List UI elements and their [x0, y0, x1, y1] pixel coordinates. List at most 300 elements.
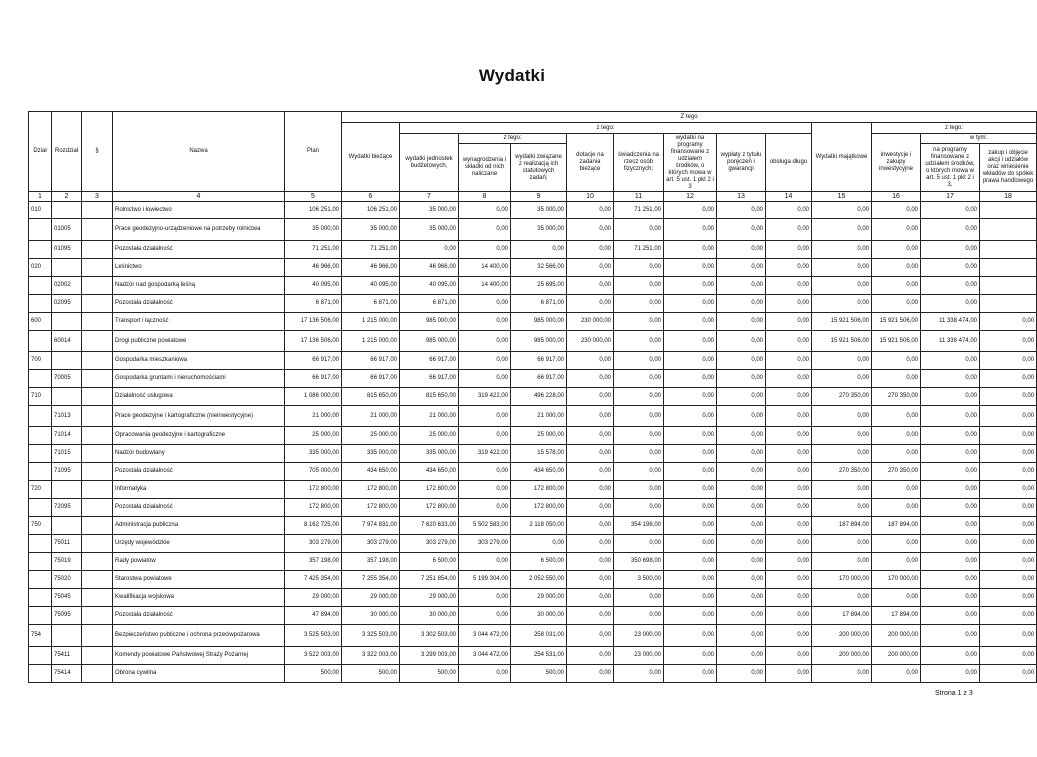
paragraf-cell: [82, 665, 113, 683]
table-row: [29, 647, 1037, 665]
value-cell: 0,00: [664, 535, 717, 553]
value-cell: 3 044 472,00: [459, 647, 511, 665]
value-cell: 0,00: [664, 517, 717, 535]
value-cell: 0,00: [664, 463, 717, 481]
value-cell: 0,00: [717, 607, 766, 625]
value-cell: 0,00: [980, 406, 1037, 427]
value-cell: 0,00: [766, 277, 812, 295]
dzial-cell: 754: [29, 625, 52, 647]
value-cell: 0,00: [567, 202, 614, 219]
paragraf-cell: [82, 517, 113, 535]
value-cell: 2 052 550,00: [511, 571, 567, 589]
value-cell: 6 871,00: [342, 295, 400, 313]
value-cell: 3 302 503,00: [400, 625, 459, 647]
header-programy: wydatki na programy finansowane z udziałem środków, o których mowa w art. 5 ust. 1 pkt 2 i 3: [664, 134, 717, 192]
column-number: 15: [812, 192, 872, 202]
value-cell: 0,00: [980, 607, 1037, 625]
value-cell: 15 921 506,00: [812, 313, 872, 331]
dzial-cell: [29, 589, 52, 607]
value-cell: 303 279,00: [285, 535, 342, 553]
value-cell: 0,00: [567, 445, 614, 463]
value-cell: 6 871,00: [285, 295, 342, 313]
value-cell: 15 921 506,00: [872, 331, 921, 352]
value-cell: 0,00: [766, 517, 812, 535]
name-cell: Informatyka: [113, 481, 285, 499]
value-cell: 0,00: [766, 295, 812, 313]
table-row: [29, 445, 1037, 463]
value-cell: 17 894,00: [872, 607, 921, 625]
value-cell: 0,00: [980, 571, 1037, 589]
value-cell: 0,00: [921, 445, 980, 463]
value-cell: 0,00: [567, 277, 614, 295]
value-cell: 0,00: [812, 241, 872, 259]
table-row: [29, 553, 1037, 571]
table-row: [29, 241, 1037, 259]
rozdzial-cell: 01095: [52, 241, 82, 259]
value-cell: 0,00: [980, 665, 1037, 683]
paragraf-cell: [82, 331, 113, 352]
table-header: [29, 112, 1037, 202]
value-cell: 0,00: [812, 352, 872, 370]
table-row: [29, 571, 1037, 589]
value-cell: 0,00: [980, 463, 1037, 481]
value-cell: 0,00: [567, 499, 614, 517]
value-cell: 0,00: [717, 406, 766, 427]
dzial-cell: 720: [29, 481, 52, 499]
value-cell: 0,00: [664, 607, 717, 625]
rozdzial-cell: 71013: [52, 406, 82, 427]
column-number: 11: [614, 192, 664, 202]
paragraf-cell: [82, 388, 113, 406]
value-cell: 172 800,00: [511, 481, 567, 499]
page-footer: Strona 1 z 3: [935, 690, 973, 697]
table-row: [29, 463, 1037, 481]
value-cell: 3 500,00: [614, 571, 664, 589]
value-cell: 0,00: [664, 499, 717, 517]
value-cell: 0,00: [459, 313, 511, 331]
value-cell: 0,00: [511, 241, 567, 259]
value-cell: 0,00: [921, 427, 980, 445]
table-row: [29, 370, 1037, 388]
paragraf-cell: [82, 607, 113, 625]
value-cell: 30 000,00: [511, 607, 567, 625]
value-cell: 0,00: [717, 352, 766, 370]
value-cell: 0,00: [921, 607, 980, 625]
value-cell: 0,00: [664, 647, 717, 665]
value-cell: 15 921 506,00: [812, 331, 872, 352]
name-cell: Komendy powiatowe Państwowej Straży Pożarnej: [113, 647, 285, 665]
value-cell: 29 000,00: [511, 589, 567, 607]
paragraf-cell: [82, 647, 113, 665]
value-cell: 0,00: [921, 202, 980, 219]
value-cell: 40 095,00: [400, 277, 459, 295]
dzial-cell: [29, 370, 52, 388]
value-cell: 0,00: [766, 331, 812, 352]
column-number: 3: [82, 192, 113, 202]
table-row: [29, 277, 1037, 295]
value-cell: 3 044 472,00: [459, 625, 511, 647]
name-cell: Prace geodezyjno-urządzeniowe na potrzeby rolnictwa: [113, 219, 285, 241]
column-number: 16: [872, 192, 921, 202]
rozdzial-cell: 01005: [52, 219, 82, 241]
value-cell: 230 000,00: [567, 313, 614, 331]
value-cell: 0,00: [766, 241, 812, 259]
value-cell: 0,00: [766, 589, 812, 607]
value-cell: 0,00: [717, 499, 766, 517]
value-cell: 25 000,00: [285, 427, 342, 445]
name-cell: Pozostała działalność: [113, 295, 285, 313]
value-cell: 40 095,00: [285, 277, 342, 295]
value-cell: 0,00: [614, 370, 664, 388]
name-cell: Pozostała działalność: [113, 607, 285, 625]
expenditure-table: [28, 111, 1037, 683]
value-cell: 7 620 633,00: [400, 517, 459, 535]
header-wynagrodzenia: wynagrodzenia i składki od nich naliczane: [459, 144, 511, 192]
value-cell: 0,00: [766, 352, 812, 370]
header-z-tego-majatkowe: z tego:: [872, 123, 1037, 134]
value-cell: 0,00: [921, 553, 980, 571]
value-cell: 0,00: [812, 295, 872, 313]
value-cell: 0,00: [614, 313, 664, 331]
dzial-cell: [29, 665, 52, 683]
value-cell: 0,00: [812, 481, 872, 499]
paragraf-cell: [82, 241, 113, 259]
value-cell: 3 322 003,00: [342, 647, 400, 665]
value-cell: 0,00: [872, 259, 921, 277]
value-cell: 3 299 003,00: [400, 647, 459, 665]
rozdzial-cell: [52, 202, 82, 219]
value-cell: 230 000,00: [567, 331, 614, 352]
value-cell: 0,00: [812, 219, 872, 241]
value-cell: 0,00: [664, 625, 717, 647]
value-cell: 172 800,00: [400, 481, 459, 499]
value-cell: 1 215 000,00: [342, 313, 400, 331]
dzial-cell: 700: [29, 352, 52, 370]
table-body: [29, 202, 1037, 683]
name-cell: Pozostała działalność: [113, 463, 285, 481]
value-cell: 335 000,00: [400, 445, 459, 463]
header-swiadczenia: świadczenia na rzecz osób fizycznych;: [614, 134, 664, 192]
value-cell: 0,00: [664, 331, 717, 352]
value-cell: 0,00: [567, 427, 614, 445]
value-cell: 0,00: [717, 647, 766, 665]
dzial-cell: 750: [29, 517, 52, 535]
rozdzial-cell: 75095: [52, 607, 82, 625]
value-cell: 21 000,00: [342, 406, 400, 427]
value-cell: 0,00: [980, 370, 1037, 388]
value-cell: 0,00: [921, 388, 980, 406]
value-cell: 0,00: [717, 625, 766, 647]
header-obsluga-dlugu: obsługa długu: [766, 134, 812, 192]
value-cell: 0,00: [766, 571, 812, 589]
column-number: 9: [511, 192, 567, 202]
value-cell: 0,00: [614, 219, 664, 241]
value-cell: 303 279,00: [459, 535, 511, 553]
value-cell: 14 400,00: [459, 259, 511, 277]
rozdzial-cell: [52, 313, 82, 331]
value-cell: 0,00: [766, 259, 812, 277]
value-cell: 7 255 354,00: [342, 571, 400, 589]
value-cell: 434 650,00: [511, 463, 567, 481]
value-cell: 0,00: [567, 481, 614, 499]
value-cell: 0,00: [664, 202, 717, 219]
name-cell: Bezpieczeństwo publiczne i ochrona przeciwpożarowa: [113, 625, 285, 647]
value-cell: 25 000,00: [511, 427, 567, 445]
value-cell: 15 921 506,00: [872, 313, 921, 331]
value-cell: 0,00: [980, 589, 1037, 607]
value-cell: 0,00: [921, 259, 980, 277]
value-cell: 46 966,00: [285, 259, 342, 277]
value-cell: 0,00: [614, 481, 664, 499]
value-cell: 0,00: [872, 665, 921, 683]
value-cell: 335 000,00: [285, 445, 342, 463]
value-cell: 0,00: [664, 589, 717, 607]
value-cell: 25 000,00: [342, 427, 400, 445]
value-cell: 357 198,00: [342, 553, 400, 571]
table-row: [29, 406, 1037, 427]
value-cell: 270 350,00: [872, 388, 921, 406]
value-cell: 25 000,00: [400, 427, 459, 445]
value-cell: 815 650,00: [400, 388, 459, 406]
value-cell: 0,00: [717, 481, 766, 499]
value-cell: 0,00: [717, 427, 766, 445]
value-cell: 0,00: [766, 463, 812, 481]
value-cell: 200 000,00: [812, 647, 872, 665]
value-cell: 17 136 506,00: [285, 331, 342, 352]
value-cell: 0,00: [921, 625, 980, 647]
column-number: 6: [342, 192, 400, 202]
value-cell: 303 279,00: [342, 535, 400, 553]
rozdzial-cell: 75019: [52, 553, 82, 571]
value-cell: 0,00: [812, 535, 872, 553]
value-cell: 6 871,00: [511, 295, 567, 313]
value-cell: 0,00: [921, 589, 980, 607]
value-cell: 3 522 003,00: [285, 647, 342, 665]
value-cell: 0,00: [664, 427, 717, 445]
value-cell: 7 974 831,00: [342, 517, 400, 535]
value-cell: 335 000,00: [342, 445, 400, 463]
value-cell: 66 917,00: [285, 370, 342, 388]
value-cell: 0,00: [872, 219, 921, 241]
column-number: 14: [766, 192, 812, 202]
header-w-tym: w tym:: [921, 134, 1037, 144]
value-cell: 172 800,00: [342, 481, 400, 499]
header-wydatki-majatkowe: Wydatki majątkowe: [812, 123, 872, 192]
header-nazwa: Nazwa: [113, 112, 285, 192]
value-cell: 5 199 304,00: [459, 571, 511, 589]
value-cell: 0,00: [812, 445, 872, 463]
value-cell: 1 215 000,00: [342, 331, 400, 352]
value-cell: 500,00: [285, 665, 342, 683]
value-cell: 46 966,00: [342, 259, 400, 277]
table-row: [29, 313, 1037, 331]
value-cell: 172 800,00: [285, 499, 342, 517]
value-cell: 0,00: [614, 388, 664, 406]
value-cell: 0,00: [717, 535, 766, 553]
value-cell: 815 650,00: [342, 388, 400, 406]
value-cell: 3 325 503,00: [342, 625, 400, 647]
value-cell: 0,00: [766, 370, 812, 388]
value-cell: 0,00: [980, 352, 1037, 370]
value-cell: 0,00: [980, 331, 1037, 352]
dzial-cell: [29, 445, 52, 463]
value-cell: 21 000,00: [511, 406, 567, 427]
value-cell: 0,00: [459, 331, 511, 352]
table-row: [29, 589, 1037, 607]
value-cell: 11 338 474,00: [921, 331, 980, 352]
name-cell: Nadzór nad gospodarką leśną: [113, 277, 285, 295]
value-cell: 0,00: [872, 406, 921, 427]
value-cell: 0,00: [459, 241, 511, 259]
value-cell: 0,00: [459, 589, 511, 607]
value-cell: 0,00: [717, 295, 766, 313]
paragraf-cell: [82, 370, 113, 388]
value-cell: 0,00: [872, 352, 921, 370]
value-cell: 0,00: [766, 665, 812, 683]
column-number: 12: [664, 192, 717, 202]
value-cell: 1 086 000,00: [285, 388, 342, 406]
value-cell: 0,00: [921, 295, 980, 313]
value-cell: 47 894,00: [285, 607, 342, 625]
table-row: [29, 259, 1037, 277]
paragraf-cell: [82, 259, 113, 277]
value-cell: 0,00: [980, 625, 1037, 647]
value-cell: 0,00: [872, 535, 921, 553]
header-z-tego-jednostek: z tego:: [459, 134, 567, 144]
value-cell: 14 400,00: [459, 277, 511, 295]
value-cell: 187 894,00: [872, 517, 921, 535]
rozdzial-cell: 75411: [52, 647, 82, 665]
value-cell: 0,00: [980, 517, 1037, 535]
value-cell: 0,00: [664, 241, 717, 259]
value-cell: 46 966,00: [400, 259, 459, 277]
value-cell: 0,00: [872, 241, 921, 259]
value-cell: 66 917,00: [400, 352, 459, 370]
value-cell: 350 698,00: [614, 553, 664, 571]
rozdzial-cell: 71095: [52, 463, 82, 481]
name-cell: Obrona cywilna: [113, 665, 285, 683]
value-cell: 0,00: [567, 259, 614, 277]
value-cell: 0,00: [459, 499, 511, 517]
paragraf-cell: [82, 589, 113, 607]
value-cell: 354 198,00: [614, 517, 664, 535]
table-row: [29, 481, 1037, 499]
value-cell: 500,00: [342, 665, 400, 683]
dzial-cell: 020: [29, 259, 52, 277]
value-cell: 0,00: [567, 352, 614, 370]
value-cell: 172 800,00: [285, 481, 342, 499]
column-number: 13: [717, 192, 766, 202]
value-cell: 0,00: [921, 481, 980, 499]
dzial-cell: [29, 331, 52, 352]
dzial-cell: [29, 406, 52, 427]
value-cell: 357 198,00: [285, 553, 342, 571]
value-cell: 0,00: [717, 388, 766, 406]
value-cell: 35 000,00: [511, 202, 567, 219]
value-cell: 0,00: [717, 665, 766, 683]
name-cell: Administracja publiczna: [113, 517, 285, 535]
header-inwestycje: inwestycje i zakupy inwestycyjne: [872, 134, 921, 192]
value-cell: 71 251,00: [342, 241, 400, 259]
name-cell: Kwalifikacja wojskowa: [113, 589, 285, 607]
value-cell: 0,00: [766, 535, 812, 553]
name-cell: Nadzór budowlany: [113, 445, 285, 463]
value-cell: 0,00: [921, 535, 980, 553]
value-cell: 500,00: [511, 665, 567, 683]
name-cell: Starostwa powiatowe: [113, 571, 285, 589]
value-cell: 0,00: [614, 665, 664, 683]
header-z-tego: Z tego: [342, 112, 1037, 123]
value-cell: 23 000,00: [614, 647, 664, 665]
value-cell: 0,00: [717, 517, 766, 535]
name-cell: Pozostała działalność: [113, 499, 285, 517]
value-cell: [980, 277, 1037, 295]
rozdzial-cell: 71014: [52, 427, 82, 445]
table-row: [29, 331, 1037, 352]
value-cell: 0,00: [717, 589, 766, 607]
paragraf-cell: [82, 463, 113, 481]
dzial-cell: [29, 241, 52, 259]
rozdzial-cell: [52, 481, 82, 499]
dzial-cell: [29, 219, 52, 241]
header-dotacje: dotacje na zadania bieżące: [567, 134, 614, 192]
value-cell: 0,00: [766, 499, 812, 517]
value-cell: 0,00: [921, 647, 980, 665]
value-cell: 5 502 583,00: [459, 517, 511, 535]
table-row: [29, 427, 1037, 445]
value-cell: 0,00: [812, 370, 872, 388]
value-cell: 0,00: [664, 481, 717, 499]
value-cell: 29 000,00: [400, 589, 459, 607]
column-number: 10: [567, 192, 614, 202]
value-cell: 496 228,00: [511, 388, 567, 406]
value-cell: 17 894,00: [812, 607, 872, 625]
rozdzial-cell: 71015: [52, 445, 82, 463]
dzial-cell: [29, 427, 52, 445]
value-cell: 66 917,00: [511, 370, 567, 388]
header-wydatki-biezace: Wydatki bieżące: [342, 123, 400, 192]
value-cell: 0,00: [980, 553, 1037, 571]
value-cell: 0,00: [717, 445, 766, 463]
value-cell: 0,00: [614, 352, 664, 370]
value-cell: 0,00: [921, 219, 980, 241]
rozdzial-cell: 75045: [52, 589, 82, 607]
value-cell: 0,00: [459, 295, 511, 313]
rozdzial-cell: [52, 352, 82, 370]
value-cell: 0,00: [567, 535, 614, 553]
value-cell: [980, 219, 1037, 241]
value-cell: 200 000,00: [812, 625, 872, 647]
rozdzial-cell: 75020: [52, 571, 82, 589]
value-cell: 0,00: [872, 277, 921, 295]
dzial-cell: [29, 553, 52, 571]
value-cell: 71 251,00: [614, 202, 664, 219]
value-cell: 434 650,00: [400, 463, 459, 481]
table-row: [29, 535, 1037, 553]
value-cell: 0,00: [664, 553, 717, 571]
value-cell: 35 000,00: [285, 219, 342, 241]
value-cell: 0,00: [567, 406, 614, 427]
dzial-cell: [29, 499, 52, 517]
name-cell: Leśnictwo: [113, 259, 285, 277]
value-cell: 0,00: [567, 295, 614, 313]
value-cell: 0,00: [980, 313, 1037, 331]
value-cell: 0,00: [664, 295, 717, 313]
value-cell: 7 425 354,00: [285, 571, 342, 589]
value-cell: 0,00: [980, 535, 1037, 553]
paragraf-cell: [82, 352, 113, 370]
value-cell: 258 031,00: [511, 625, 567, 647]
